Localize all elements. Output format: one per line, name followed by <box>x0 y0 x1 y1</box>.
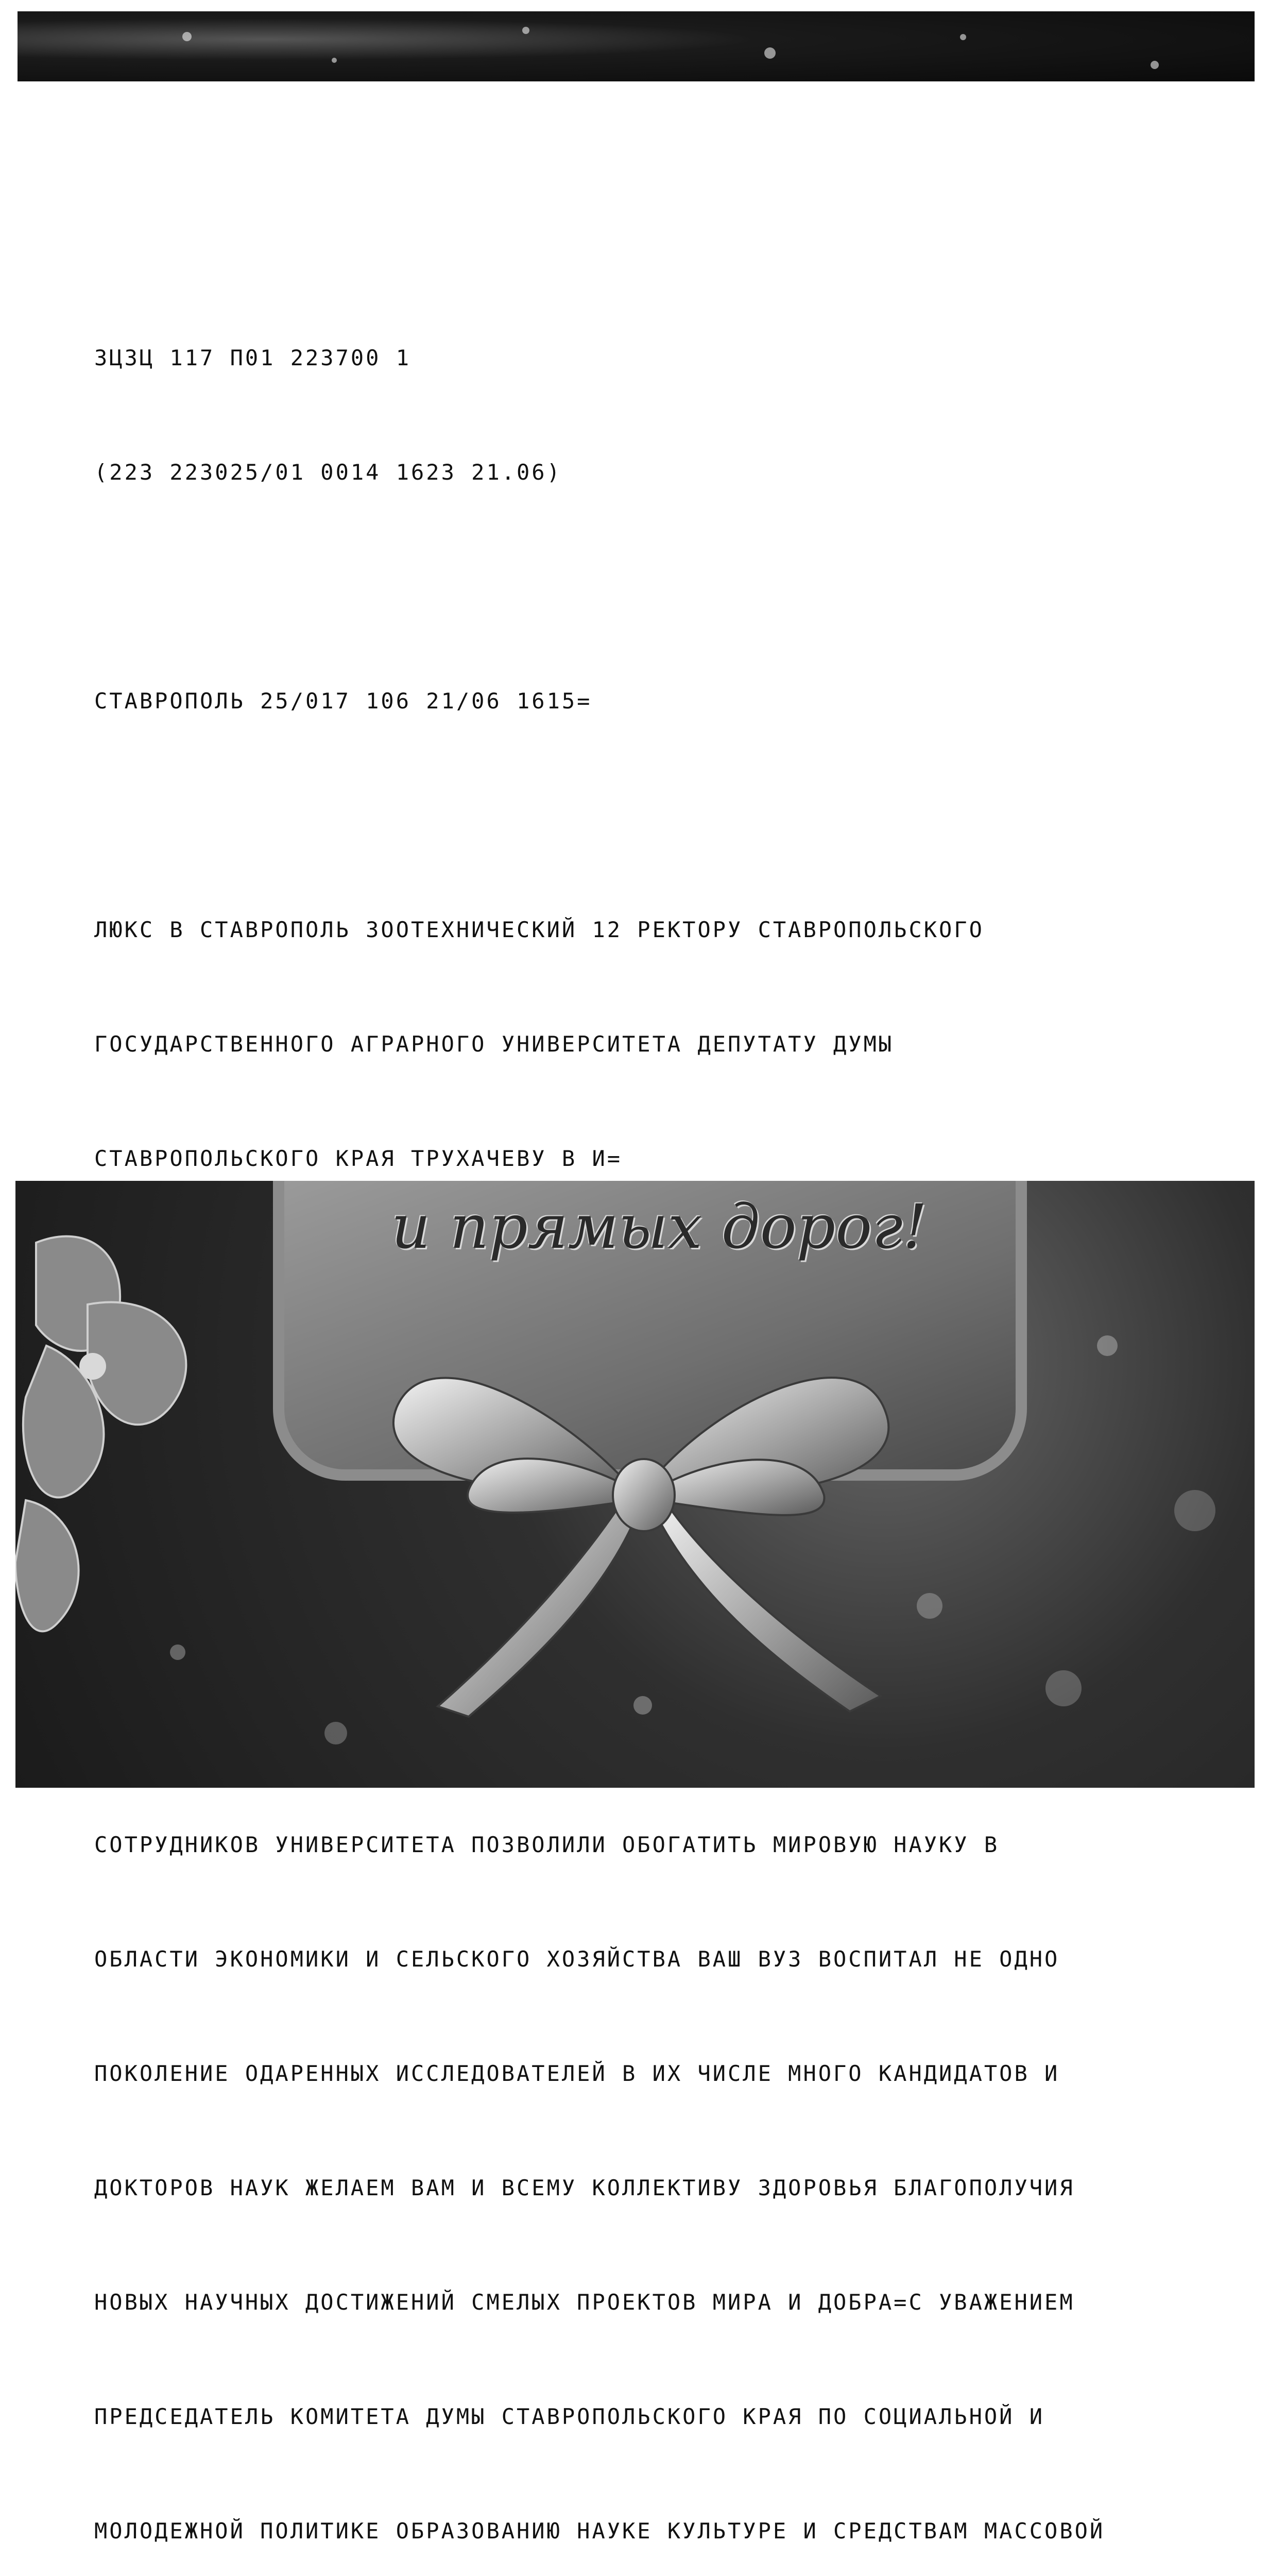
body-line: ДОКТОРОВ НАУК ЖЕЛАЕМ ВАМ И ВСЕМУ КОЛЛЕКТИВУ ЗДОРОВЬЯ БЛАГОПОЛУЧИЯ <box>94 2175 1075 2200</box>
telegram-header-line-1: ЗЦЗЦ 117 П01 223700 1 <box>94 345 411 370</box>
flower-illustration <box>15 1212 232 1675</box>
telegram-header-line-2: (223 223025/01 0014 1623 21.06) <box>94 460 562 485</box>
address-line: ГОСУДАРСТВЕННОГО АГРАРНОГО УНИВЕРСИТЕТА ДЕПУТАТУ ДУМЫ <box>94 1031 894 1057</box>
address-line: СТАВРОПОЛЬСКОГО КРАЯ ТРУХАЧЕВУ В И= <box>94 1146 623 1171</box>
greeting-card-image <box>15 1181 1255 1788</box>
card-greeting-text: и прямых дорог! <box>391 1191 928 1262</box>
address-line: ЛЮКС В СТАВРОПОЛЬ ЗООТЕХНИЧЕСКИЙ 12 РЕКТОРУ СТАВРОПОЛЬСКОГО <box>94 917 984 942</box>
ribbon-bow-illustration <box>366 1274 922 1727</box>
telegram-origin: СТАВРОПОЛЬ 25/017 106 21/06 1615= <box>94 688 592 714</box>
body-line: ПРЕДСЕДАТЕЛЬ КОМИТЕТА ДУМЫ СТАВРОПОЛЬСКОГО КРАЯ ПО СОЦИАЛЬНОЙ И <box>94 2404 1045 2429</box>
body-line: НОВЫХ НАУЧНЫХ ДОСТИЖЕНИЙ СМЕЛЫХ ПРОЕКТОВ МИРА И ДОБРА=С УВАЖЕНИЕМ <box>94 2290 1075 2315</box>
decorative-top-band <box>18 11 1255 81</box>
body-line: ОБЛАСТИ ЭКОНОМИКИ И СЕЛЬСКОГО ХОЗЯЙСТВА ВАШ ВУЗ ВОСПИТАЛ НЕ ОДНО <box>94 1946 1060 1972</box>
body-line: МОЛОДЕЖНОЙ ПОЛИТИКЕ ОБРАЗОВАНИЮ НАУКЕ КУЛЬТУРЕ И СРЕДСТВАМ МАССОВОЙ <box>94 2518 1105 2544</box>
body-line: СОТРУДНИКОВ УНИВЕРСИТЕТА ПОЗВОЛИЛИ ОБОГАТИТЬ МИРОВУЮ НАУКУ В <box>94 1832 1000 1857</box>
body-line: ПОКОЛЕНИЕ ОДАРЕННЫХ ИССЛЕДОВАТЕЛЕЙ В ИХ ЧИСЛЕ МНОГО КАНДИДАТОВ И <box>94 2061 1060 2086</box>
